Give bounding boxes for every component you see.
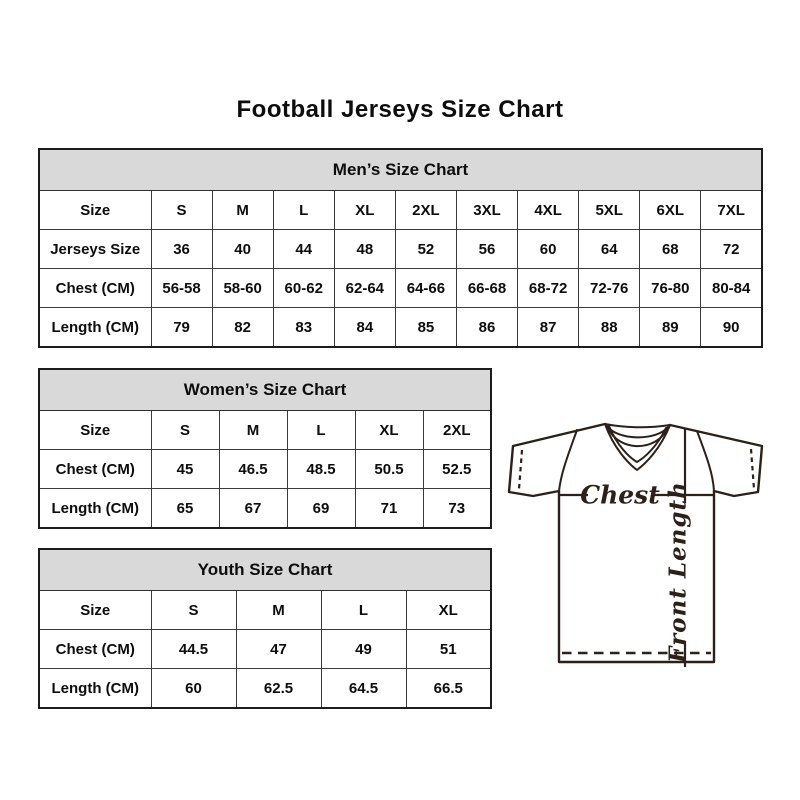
- value-cell: 65: [151, 489, 219, 529]
- row-header-cell: Chest (CM): [39, 269, 151, 308]
- value-cell: 60-62: [273, 269, 334, 308]
- women-table-header-row: [39, 369, 491, 411]
- youth-table-header-row: [39, 549, 491, 591]
- value-cell: 60: [151, 669, 236, 709]
- value-cell: 50.5: [355, 450, 423, 489]
- value-cell: 84: [334, 308, 395, 348]
- jersey-measurement-diagram: [495, 395, 795, 685]
- value-cell: 52.5: [423, 450, 491, 489]
- value-cell: 46.5: [219, 450, 287, 489]
- value-cell: 40: [212, 230, 273, 269]
- value-cell: 56-58: [151, 269, 212, 308]
- jersey-right-cuff-stitch: [751, 449, 754, 489]
- jersey-collar-top: [605, 424, 670, 427]
- value-cell: 80-84: [701, 269, 762, 308]
- value-cell: 62.5: [236, 669, 321, 709]
- value-cell: 66.5: [406, 669, 491, 709]
- front-length-label: Front Length: [664, 481, 692, 663]
- value-cell: 82: [212, 308, 273, 348]
- youth-table-title: Youth Size Chart: [39, 549, 491, 591]
- value-cell: 76-80: [640, 269, 701, 308]
- row-header-cell: Chest (CM): [39, 450, 151, 489]
- value-cell: 7XL: [701, 191, 762, 230]
- value-cell: 56: [456, 230, 517, 269]
- men-table-header-row: [39, 149, 762, 191]
- row-header-cell: Jerseys Size: [39, 230, 151, 269]
- value-cell: 51: [406, 630, 491, 669]
- row-header-cell: Size: [39, 191, 151, 230]
- jersey-left-armhole-seam: [559, 430, 577, 491]
- value-cell: 64-66: [395, 269, 456, 308]
- value-cell: 48.5: [287, 450, 355, 489]
- value-cell: 86: [456, 308, 517, 348]
- womens-size-table: [38, 368, 492, 529]
- value-cell: L: [273, 191, 334, 230]
- value-cell: 62-64: [334, 269, 395, 308]
- men-table-title: Men’s Size Chart: [39, 149, 762, 191]
- value-cell: M: [236, 591, 321, 630]
- value-cell: 60: [518, 230, 579, 269]
- table-row: [39, 630, 491, 669]
- value-cell: 68: [640, 230, 701, 269]
- value-cell: 79: [151, 308, 212, 348]
- value-cell: 89: [640, 308, 701, 348]
- mens-size-table: [38, 148, 763, 348]
- row-header-cell: Length (CM): [39, 489, 151, 529]
- value-cell: 85: [395, 308, 456, 348]
- value-cell: 49: [321, 630, 406, 669]
- page-title: Football Jerseys Size Chart: [236, 96, 564, 123]
- youth-size-table: [38, 548, 492, 709]
- value-cell: 66-68: [456, 269, 517, 308]
- table-row: [39, 411, 491, 450]
- value-cell: 44.5: [151, 630, 236, 669]
- value-cell: 64.5: [321, 669, 406, 709]
- value-cell: M: [219, 411, 287, 450]
- value-cell: 47: [236, 630, 321, 669]
- jersey-right-armhole-seam: [697, 431, 714, 491]
- value-cell: 2XL: [395, 191, 456, 230]
- value-cell: 87: [518, 308, 579, 348]
- value-cell: XL: [406, 591, 491, 630]
- value-cell: 45: [151, 450, 219, 489]
- value-cell: XL: [355, 411, 423, 450]
- table-row: [39, 489, 491, 529]
- value-cell: L: [321, 591, 406, 630]
- value-cell: 72-76: [579, 269, 640, 308]
- value-cell: 3XL: [456, 191, 517, 230]
- table-row: [39, 591, 491, 630]
- row-header-cell: Length (CM): [39, 308, 151, 348]
- value-cell: S: [151, 191, 212, 230]
- value-cell: 71: [355, 489, 423, 529]
- row-header-cell: Length (CM): [39, 669, 151, 709]
- table-row: [39, 269, 762, 308]
- value-cell: 68-72: [518, 269, 579, 308]
- table-row: [39, 230, 762, 269]
- table-row: [39, 191, 762, 230]
- women-table-title: Women’s Size Chart: [39, 369, 491, 411]
- value-cell: 6XL: [640, 191, 701, 230]
- value-cell: 67: [219, 489, 287, 529]
- value-cell: S: [151, 591, 236, 630]
- value-cell: 44: [273, 230, 334, 269]
- row-header-cell: Size: [39, 591, 151, 630]
- value-cell: 2XL: [423, 411, 491, 450]
- value-cell: 83: [273, 308, 334, 348]
- jersey-left-cuff-stitch: [519, 450, 522, 489]
- value-cell: 36: [151, 230, 212, 269]
- row-header-cell: Size: [39, 411, 151, 450]
- value-cell: 52: [395, 230, 456, 269]
- value-cell: 48: [334, 230, 395, 269]
- value-cell: S: [151, 411, 219, 450]
- value-cell: 88: [579, 308, 640, 348]
- value-cell: 72: [701, 230, 762, 269]
- value-cell: XL: [334, 191, 395, 230]
- chest-label: Chest: [580, 480, 660, 510]
- value-cell: 5XL: [579, 191, 640, 230]
- table-row: [39, 308, 762, 348]
- value-cell: 64: [579, 230, 640, 269]
- value-cell: 73: [423, 489, 491, 529]
- table-row: [39, 669, 491, 709]
- value-cell: 58-60: [212, 269, 273, 308]
- value-cell: 90: [701, 308, 762, 348]
- value-cell: L: [287, 411, 355, 450]
- value-cell: 4XL: [518, 191, 579, 230]
- value-cell: 69: [287, 489, 355, 529]
- jersey-vneck-inner: [609, 426, 666, 462]
- row-header-cell: Chest (CM): [39, 630, 151, 669]
- table-row: [39, 450, 491, 489]
- value-cell: M: [212, 191, 273, 230]
